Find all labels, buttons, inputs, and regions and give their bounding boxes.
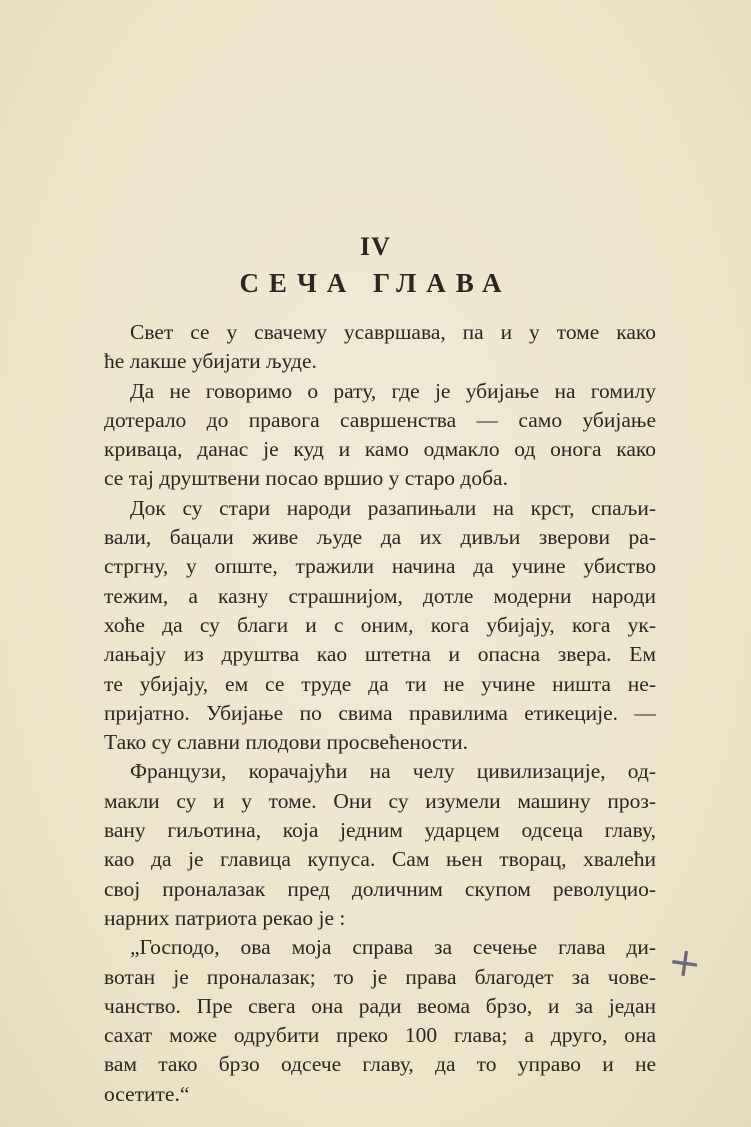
- text-line: макли су и у томе. Они су изумели машину проз-: [104, 788, 656, 813]
- text-line: Тако су славни плодови просвећености.: [104, 730, 468, 755]
- text-line: те убијају, ем се труде да ти не учине ништа не-: [104, 671, 656, 696]
- text-line: криваца, данас је куд и камо одмакло од онога како: [104, 437, 656, 462]
- text-line: Док су стари народи разапињали на крст, спаљи-: [130, 495, 656, 520]
- text-line: као да је главица купуса. Сам њен творац, хвалећи: [104, 847, 656, 872]
- text-line: „Господо, ова моја справа за сечење глава ди-: [130, 935, 656, 960]
- text-line: Да не говоримо о рату, где је убијање на гомилу: [130, 378, 656, 403]
- chapter-title: СЕЧА ГЛАВА: [239, 268, 512, 298]
- text-line: нарних патриота рекао је :: [104, 905, 346, 930]
- text-line: се тај друштвени посао вршио у старо доба.: [104, 466, 508, 491]
- text-line: тежим, а казну страшнијом, дотле модерни народи: [104, 583, 656, 608]
- text-line: лањају из друштва као штетна и опасна звера. Ем: [104, 642, 656, 667]
- body-text: [104, 318, 656, 1109]
- text-line: вали, бацали живе људе да их дивљи зверови ра-: [104, 525, 656, 550]
- text-line: вану гиљотина, која једним ударцем одсеца главу,: [104, 818, 656, 843]
- chapter-number: IV: [360, 232, 391, 261]
- handwritten-margin-mark: +: [664, 937, 705, 989]
- text-line: вам тако брзо одсече главу, да то управо и не: [104, 1052, 656, 1077]
- text-line: дотерало до правога савршенства — само убијање: [104, 407, 656, 432]
- text-line: пријатно. Убијање по свима правилима етикеције. —: [104, 700, 656, 725]
- text-line: хоће да су благи и с оним, кога убијају, кога ук-: [104, 612, 656, 637]
- text-line: свој проналазак пред доличним скупом револуцио-: [104, 876, 656, 901]
- text-line: стргну, у опште, тражили начина да учине убиство: [104, 554, 656, 579]
- text-line: Свет се у свачему усавршава, па и у томе како: [130, 320, 656, 344]
- text-line: чанство. Пре свега она ради веома брзо, и за један: [104, 993, 656, 1018]
- text-line: вотан је проналазак; то је права благодет за чове-: [104, 964, 656, 989]
- text-line: ће лакше убијати људе.: [104, 349, 317, 374]
- text-line: сахат може одрубити преко 100 глава; а друго, она: [104, 1023, 656, 1048]
- text-line: осетите.“: [104, 1081, 190, 1106]
- text-line: Французи, корачајући на челу цивилизације, од-: [130, 759, 656, 784]
